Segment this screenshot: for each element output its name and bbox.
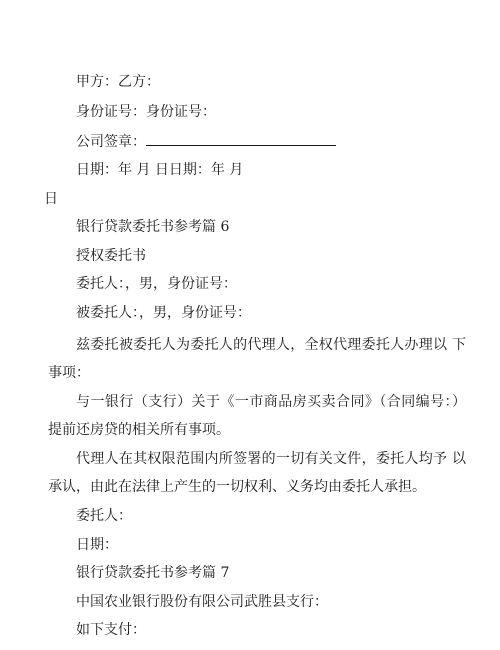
section-heading-6: 银行贷款委托书参考篇 6 bbox=[76, 219, 230, 235]
signature-underline bbox=[146, 132, 336, 146]
company-seal-label: 公司签章： bbox=[76, 134, 146, 150]
paragraph-agent-authority: 代理人在其权限范围内所签署的一切有关文件，委托人均予 以承认，由此在法律上产生的一切权利、义务均由委托人承担。 bbox=[48, 451, 466, 495]
paragraph-entrust: 兹委托被委托人为委托人的代理人，全权代理委托人办理以 下事项： bbox=[48, 337, 466, 381]
paragraph-loan-matters: 与一银行（支行）关于《一市商品房买卖合同》（合同编号：）提前还房贷的相关所有事项。 bbox=[48, 394, 466, 438]
party-a-b-line: 甲方：乙方： bbox=[76, 74, 160, 90]
authorization-title: 授权委托书 bbox=[76, 248, 146, 264]
bank-name-line: 中国农业银行股份有限公司武胜县支行： bbox=[76, 594, 328, 610]
day-char-line: 日 bbox=[44, 191, 58, 207]
section-heading-7: 银行贷款委托书参考篇 7 bbox=[76, 565, 230, 581]
date-signature-line: 日期： bbox=[76, 537, 118, 553]
agent-line: 被委托人：，男，身份证号： bbox=[76, 305, 251, 321]
company-seal-line bbox=[76, 132, 336, 152]
principal-signature-line: 委托人： bbox=[76, 508, 132, 524]
date-line: 日期：年 月 日日期：年 月 bbox=[76, 162, 244, 178]
id-number-line: 身份证号：身份证号： bbox=[76, 104, 216, 120]
payment-note-line: 如下支付： bbox=[76, 622, 146, 638]
principal-line: 委托人：，男，身份证号： bbox=[76, 276, 237, 292]
